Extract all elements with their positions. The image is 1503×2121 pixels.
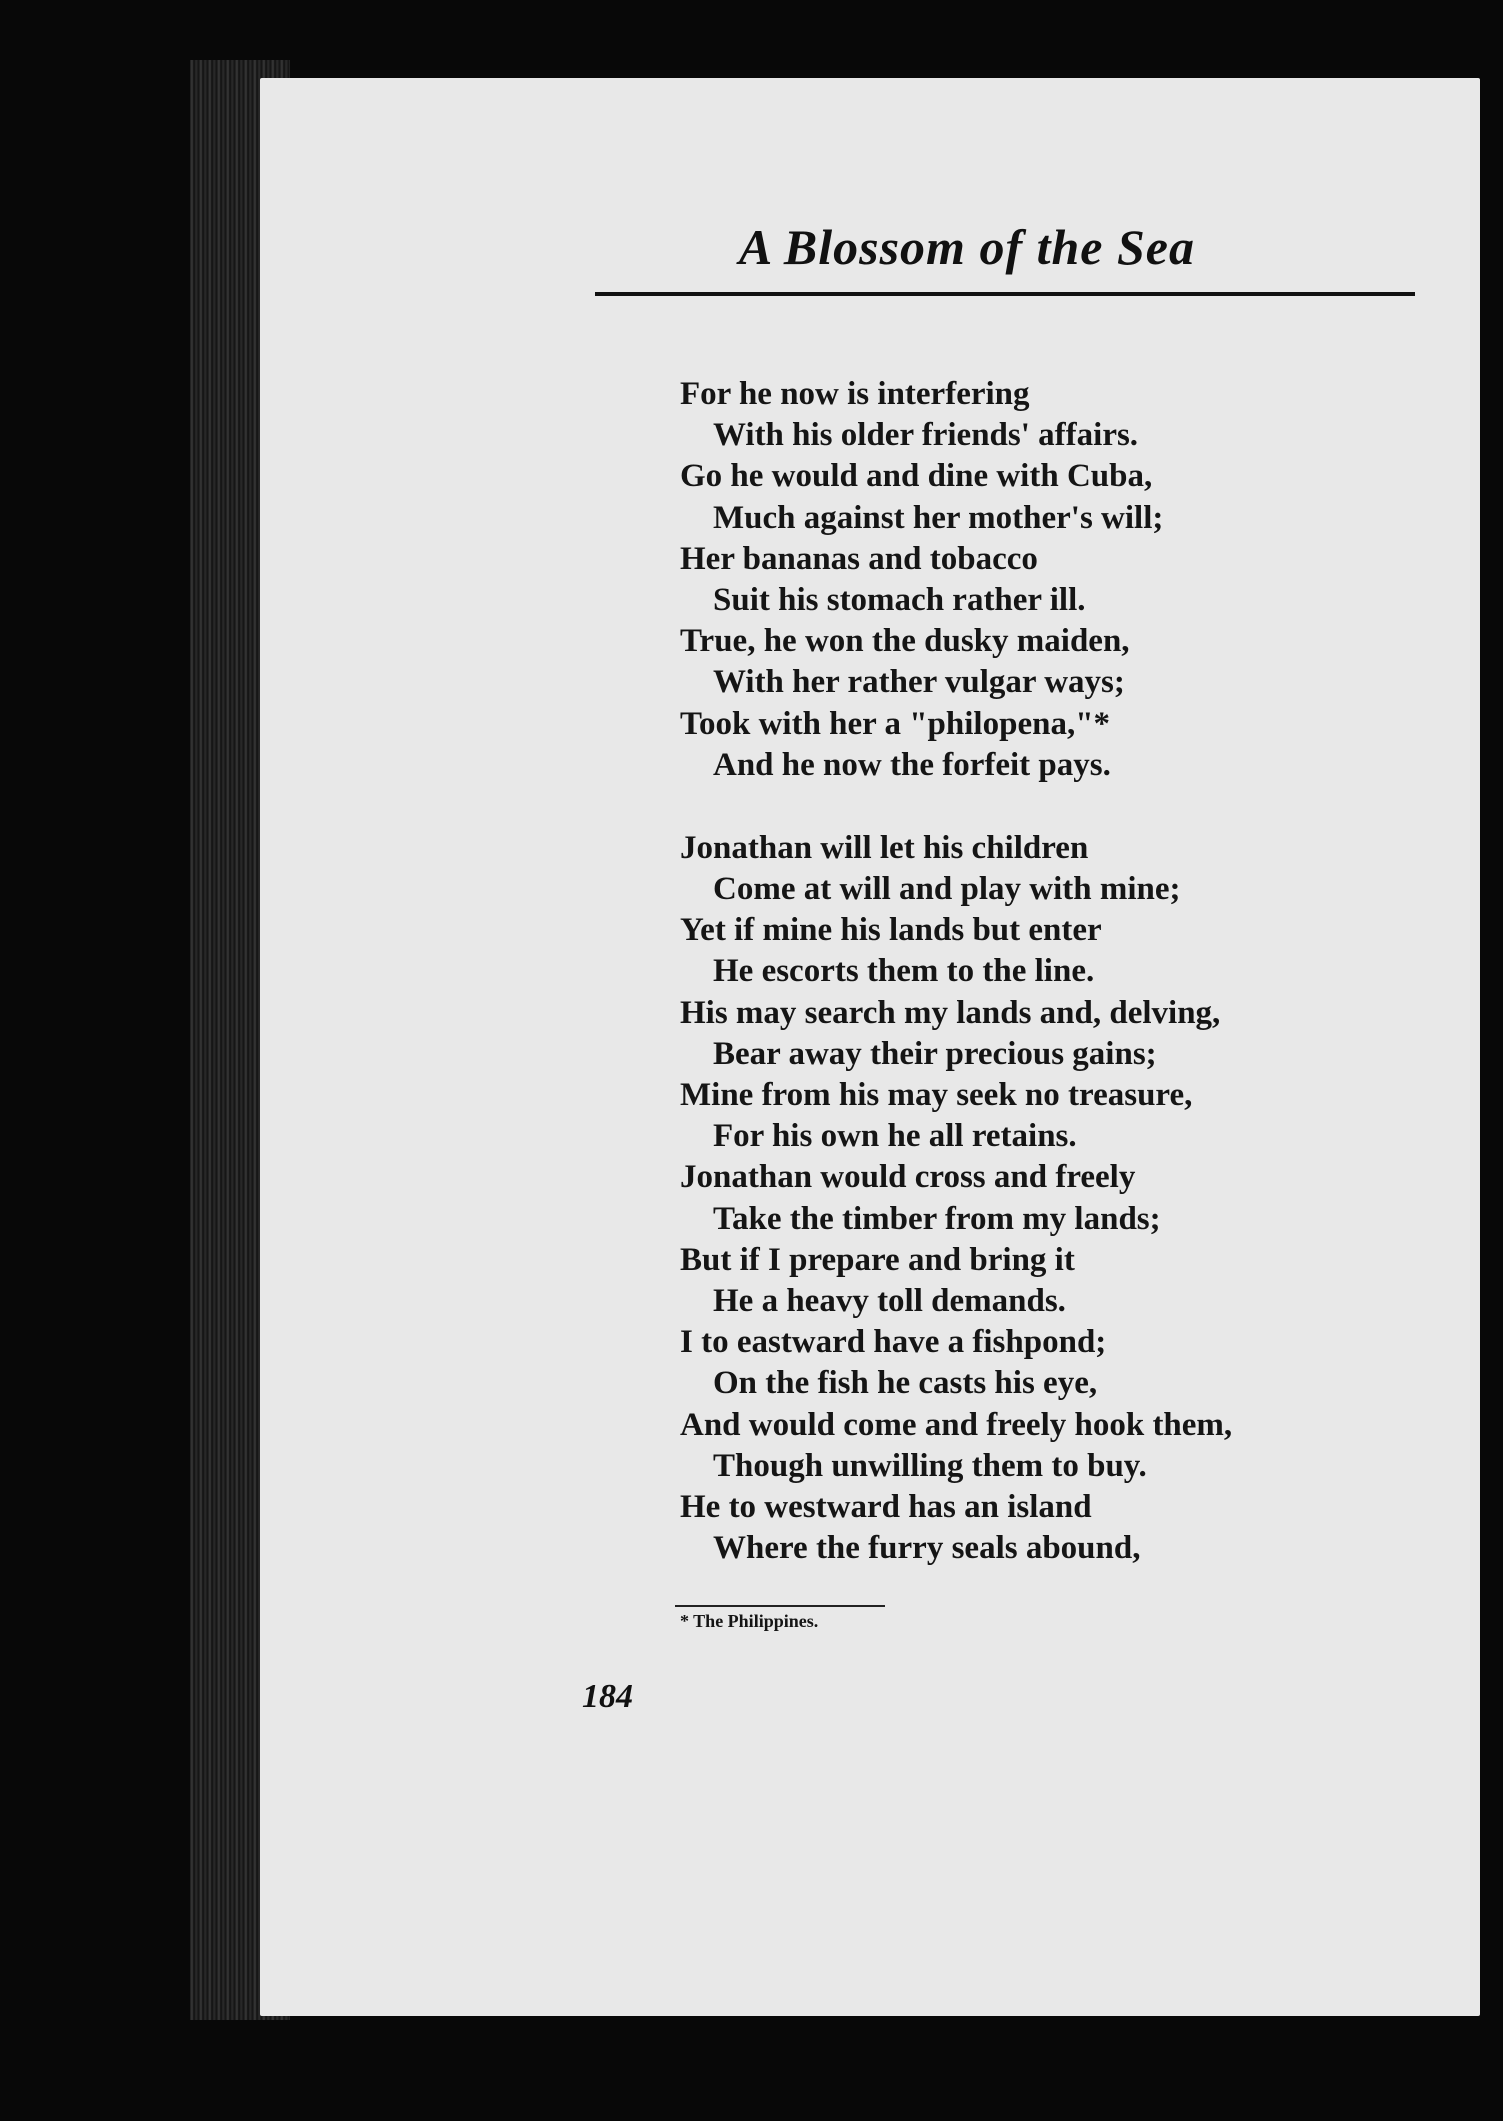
footnote-rule xyxy=(675,1605,885,1607)
poem-line: For his own he all retains. xyxy=(713,1118,1077,1155)
poem-line: He to westward has an island xyxy=(680,1488,1092,1525)
poem-line: Though unwilling them to buy. xyxy=(713,1447,1147,1484)
poem-line: For he now is interfering xyxy=(680,376,1030,412)
book-page xyxy=(260,78,1480,2016)
poem-line: With his older friends' affairs. xyxy=(713,417,1139,454)
poem-line: Take the timber from my lands; xyxy=(713,1200,1161,1237)
poem-line: Took with her a "philopena,"* xyxy=(680,705,1111,742)
poem-line: True, he won the dusky maiden, xyxy=(680,623,1130,660)
poem-line: And would come and freely hook them, xyxy=(680,1406,1233,1443)
poem-line: Jonathan will let his children xyxy=(680,829,1089,866)
poem-line: Go he would and dine with Cuba, xyxy=(680,458,1153,495)
page-inner xyxy=(260,78,1480,2016)
poem-line: And he now the forfeit pays. xyxy=(713,746,1111,783)
poem-line: He escorts them to the line. xyxy=(713,953,1095,990)
poem-line: His may search my lands and, delving, xyxy=(680,994,1221,1031)
poem-line: Come at will and play with mine; xyxy=(713,871,1181,908)
poem-line: Mine from his may seek no treasure, xyxy=(680,1077,1193,1113)
stanza xyxy=(680,374,1340,786)
stanza xyxy=(680,828,1340,1569)
poem-line: Her bananas and tobacco xyxy=(680,540,1038,577)
poem-line: Much against her mother's will; xyxy=(713,499,1164,536)
header-rule xyxy=(595,292,1415,296)
running-head: A Blossom of the Sea xyxy=(738,219,1195,275)
poem-line: Yet if mine his lands but enter xyxy=(680,912,1102,949)
poem-line: Where the furry seals abound, xyxy=(713,1530,1141,1567)
footnote: * The Philippines. xyxy=(680,1611,819,1631)
poem-body xyxy=(680,374,1340,1611)
poem-line: But if I prepare and bring it xyxy=(680,1241,1075,1278)
poem-line: He a heavy toll demands. xyxy=(713,1282,1066,1319)
poem-line: Bear away their precious gains; xyxy=(713,1035,1157,1072)
poem-line: Suit his stomach rather ill. xyxy=(713,581,1086,618)
poem-line: With her rather vulgar ways; xyxy=(713,664,1125,701)
poem-line: Jonathan would cross and freely xyxy=(680,1159,1136,1196)
page-number: 184 xyxy=(582,1678,633,1715)
poem-line: I to eastward have a fishpond; xyxy=(680,1324,1107,1361)
poem-line: On the fish he casts his eye, xyxy=(713,1365,1098,1402)
